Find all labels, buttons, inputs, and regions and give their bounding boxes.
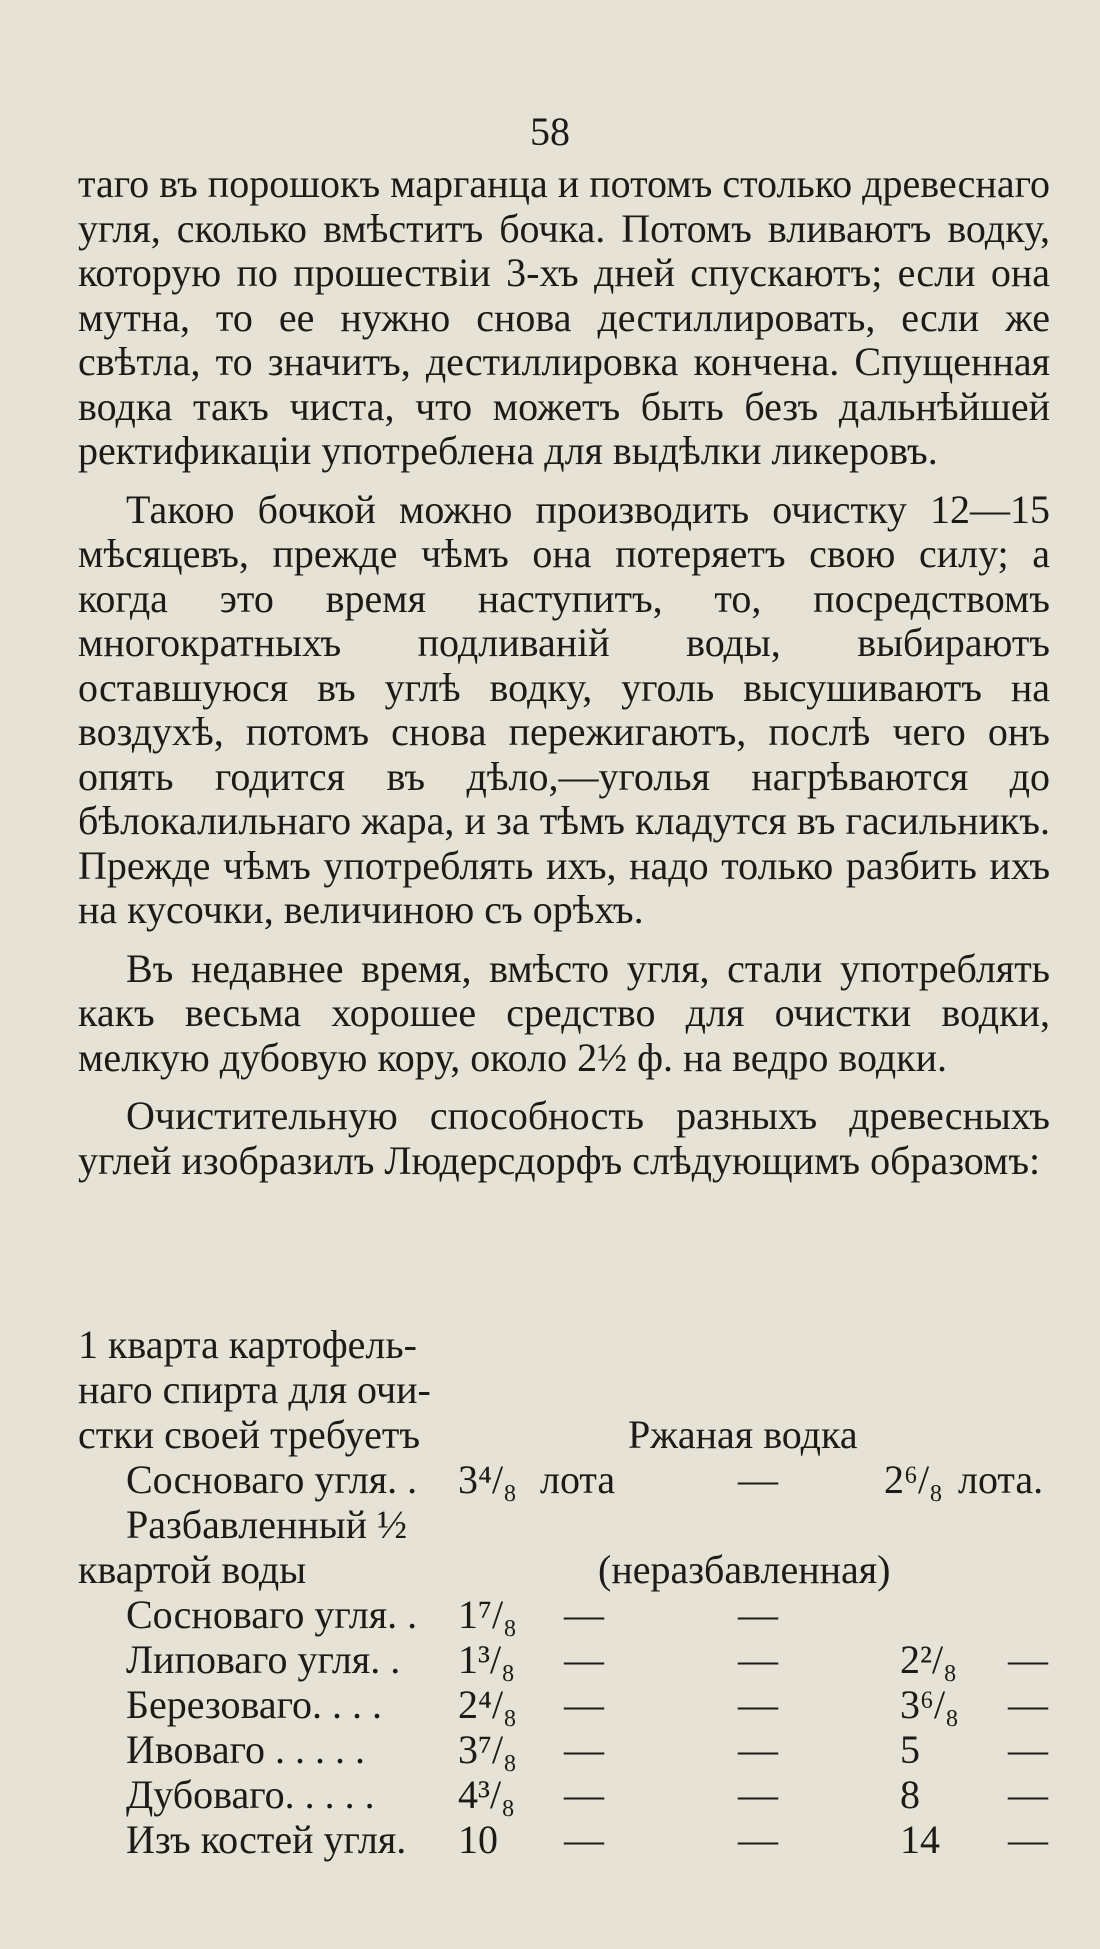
row-value: 3⁴/₈ bbox=[458, 1457, 518, 1502]
row-unit: лота bbox=[540, 1457, 616, 1502]
row-dash: — bbox=[1008, 1817, 1048, 1862]
row-dash: — bbox=[564, 1592, 604, 1637]
row-rye-value: 2²/₈ bbox=[900, 1637, 958, 1682]
row-value: 2⁴/₈ bbox=[458, 1682, 518, 1727]
row-label: Изъ костей угля. bbox=[126, 1817, 407, 1862]
intro-text: стки своей требуетъ bbox=[78, 1412, 421, 1457]
row-value: 1⁷/₈ bbox=[458, 1592, 518, 1637]
diluted-label: Разбавленный ½ bbox=[126, 1502, 408, 1547]
row-dash: — bbox=[564, 1682, 604, 1727]
paragraph-1: таго въ порошокъ марганца и потомъ столько древеснаго угля, сколько вмѣститъ бочка. Потомъ вливаютъ водку, которую по прошествіи 3-хъ дней спускаютъ; если она мутна, то ее нужно снова дестиллировать, если же свѣтла, то значитъ, дестиллировка кончена. Спущенная водка такъ чиста, что можетъ быть безъ дальнѣйшей ректификаціи употреблена для выдѣлки ликеровъ. bbox=[78, 161, 1050, 473]
charcoal-table bbox=[78, 1322, 1050, 1862]
row-dash: — bbox=[1008, 1772, 1048, 1817]
row-rye-unit: лота. bbox=[958, 1457, 1044, 1502]
body-text bbox=[78, 162, 1050, 1197]
table-row bbox=[78, 1592, 1050, 1637]
intro-text: наго спирта для очи- bbox=[78, 1367, 431, 1412]
row-label: Сосноваго угля. . bbox=[126, 1592, 418, 1637]
row-dash: — bbox=[564, 1727, 604, 1772]
row-dash: — bbox=[738, 1817, 778, 1862]
row-dash: — bbox=[564, 1637, 604, 1682]
row-value: 10 bbox=[458, 1817, 498, 1862]
table-diluted-line bbox=[78, 1547, 1050, 1592]
row-value: 4³/₈ bbox=[458, 1772, 516, 1817]
row-dash: — bbox=[564, 1772, 604, 1817]
paragraph-3: Въ недавнее время, вмѣсто угля, стали употреблять какъ весьма хорошее средство для очистки водки, мелкую дубовую кору, около 2½ ф. на ведро водки. bbox=[78, 945, 1050, 1080]
row-label: Липоваго угля. . bbox=[126, 1637, 401, 1682]
table-row bbox=[78, 1637, 1050, 1682]
intro-text: 1 кварта картофель- bbox=[78, 1322, 417, 1367]
row-rye-value: 8 bbox=[900, 1772, 920, 1817]
row-dash: — bbox=[1008, 1637, 1048, 1682]
row-rye-value: 5 bbox=[900, 1727, 920, 1772]
table-intro-line bbox=[78, 1322, 1050, 1367]
page-number: 58 bbox=[530, 109, 570, 154]
row-value: 3⁷/₈ bbox=[458, 1727, 518, 1772]
row-dash: — bbox=[738, 1682, 778, 1727]
row-dash: — bbox=[738, 1772, 778, 1817]
diluted-label-2: квартой воды bbox=[78, 1547, 307, 1592]
row-dash: — bbox=[1008, 1682, 1048, 1727]
row-rye-value: 14 bbox=[900, 1817, 940, 1862]
paragraph-2: Такою бочкой можно производить очистку 12—15 мѣсяцевъ, прежде чѣмъ она потеряетъ свою силу; а когда это время наступитъ, то, посредствомъ многократныхъ подливаній воды, выбираютъ оставшуюся въ углѣ водку, уголь высушиваютъ на воздухѣ, потомъ снова пережигаютъ, послѣ чего онъ опять годится въ дѣло,—уголья нагрѣваются до бѣлокалильнаго жара, и за тѣмъ кладутся въ гасильникъ. Прежде чѣмъ употреблять ихъ, надо только разбить ихъ на кусочки, величиною съ орѣхъ. bbox=[78, 486, 1050, 932]
row-value: 1³/₈ bbox=[458, 1637, 516, 1682]
row-label: Березоваго. . . . bbox=[126, 1682, 383, 1727]
rye-vodka-header: Ржаная водка bbox=[628, 1412, 858, 1457]
row-label: Сосноваго угля. . bbox=[126, 1457, 418, 1502]
row-label: Дубоваго. . . . . bbox=[126, 1772, 375, 1817]
table-diluted-line bbox=[78, 1502, 1050, 1547]
row-dash: — bbox=[738, 1727, 778, 1772]
paragraph-4: Очистительную способность разныхъ древесныхъ углей изобразилъ Людерсдорфъ слѣдующимъ образомъ: bbox=[78, 1093, 1050, 1183]
table-row-pine bbox=[78, 1457, 1050, 1502]
table-row bbox=[78, 1727, 1050, 1772]
row-label: Ивоваго . . . . . bbox=[126, 1727, 366, 1772]
table-rows bbox=[78, 1592, 1050, 1862]
table-row bbox=[78, 1817, 1050, 1862]
undiluted-label: (неразбавленная) bbox=[598, 1547, 891, 1592]
row-rye-value: 2⁶/₈ bbox=[884, 1457, 944, 1502]
row-dash: — bbox=[1008, 1727, 1048, 1772]
table-intro-line bbox=[78, 1367, 1050, 1412]
row-dash: — bbox=[564, 1817, 604, 1862]
table-row bbox=[78, 1772, 1050, 1817]
row-rye-value: 3⁶/₈ bbox=[900, 1682, 960, 1727]
row-dash: — bbox=[738, 1637, 778, 1682]
row-dash: — bbox=[738, 1592, 778, 1637]
table-row bbox=[78, 1682, 1050, 1727]
table-intro-line bbox=[78, 1412, 1050, 1457]
row-dash: — bbox=[738, 1457, 778, 1502]
